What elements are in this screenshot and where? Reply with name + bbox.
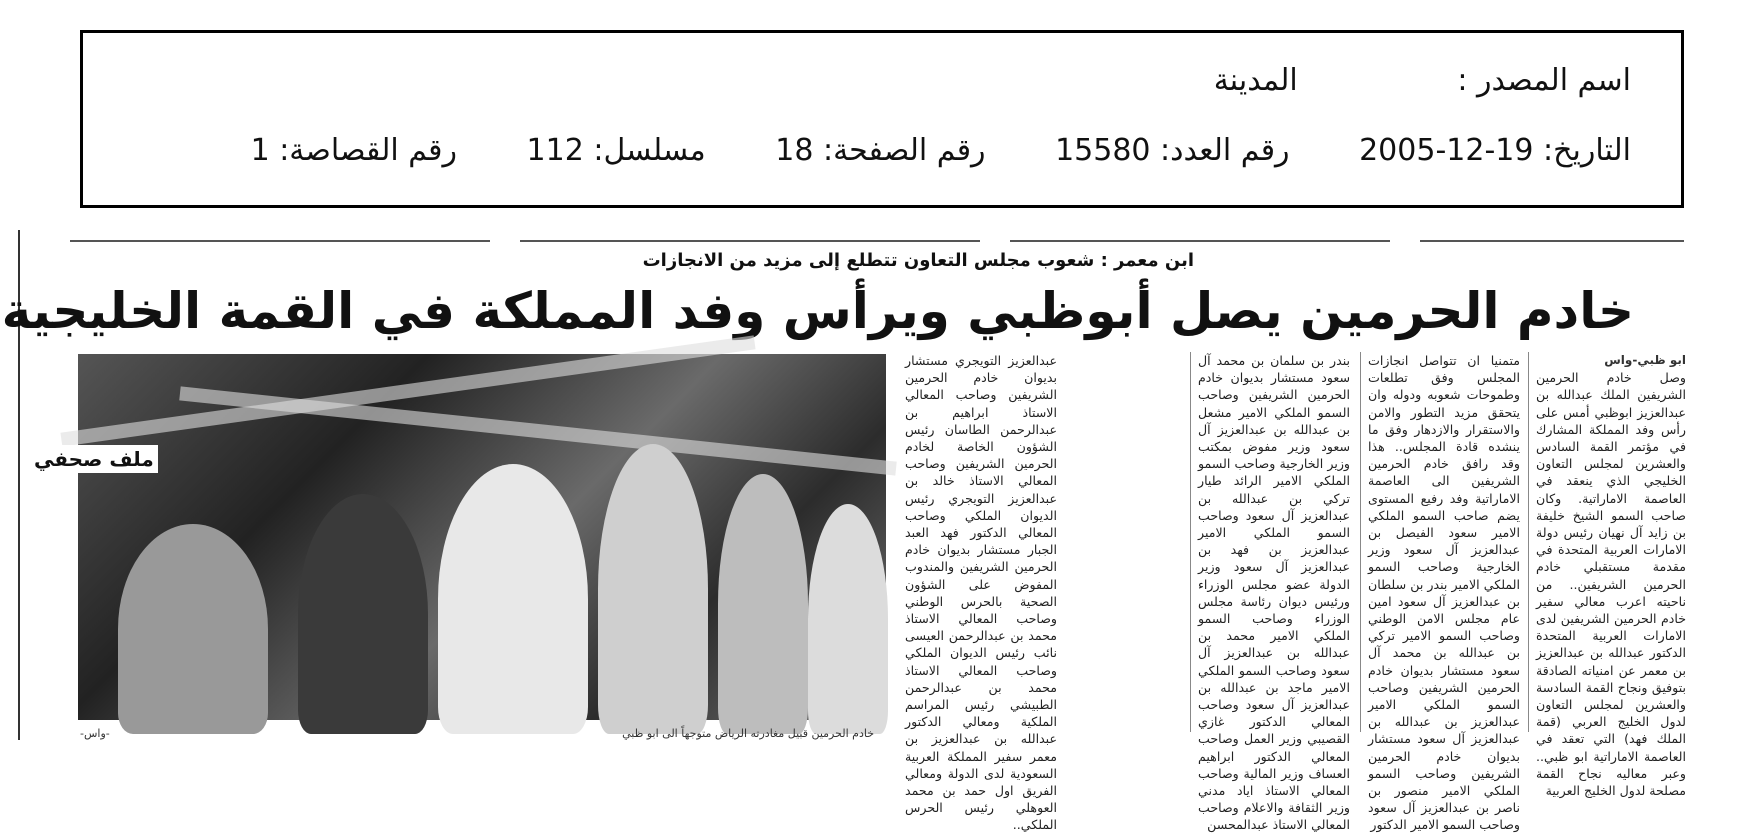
photo-shape xyxy=(179,386,897,475)
article-column-1 xyxy=(1536,352,1686,799)
article-headline: خادم الحرمين يصل أبوظبي ويرأس وفد المملكة في القمة الخليجية xyxy=(1,282,1634,340)
serial-field: مسلسل: 112 xyxy=(526,133,706,168)
column-text: متمنيا ان تتواصل انجازات المجلس وفق تطلعات وطموحات شعوبه ودوله وان يتحقق مزيد التطور والامن والاستقرار والازدهار وفق ما ينشده قادة المجلس.. هذا وقد رافق خادم الحرمين الشريفين الى العاصمة الاماراتية وفد رفيع المستوى يضم صاحب السمو الملكي الامير سعود الفيصل بن عبدالعزيز آل سعود وزير الخارجية وصاحب السمو الملكي الامير بندر بن سلطان بن عبدالعزيز آل سعود امين عام مجلس الامن الوطني وصاحب السمو الامير تركي بن عبدالله بن محمد آل سعود مستشار بديوان خادم الحرمين الشريفين وصاحب السمو الملكي الامير عبدالعزيز بن عبدالله بن عبدالعزيز آل سعود مستشار بديوان خادم الحرمين الشريفين وصاحب السمو الملكي الامير منصور بن ناصر بن عبدالعزيز آل سعود وصاحب السمو الامير الدكتور xyxy=(1368,353,1520,833)
photo-shape xyxy=(60,335,755,446)
clip-field: رقم القصاصة: 1 xyxy=(250,133,457,168)
page-field: رقم الصفحة: 18 xyxy=(775,133,986,168)
article-column-2 xyxy=(1368,352,1520,833)
photo-shape xyxy=(118,524,268,734)
photo-shape xyxy=(298,494,428,734)
date-field: التاريخ: 19-12-2005 xyxy=(1359,133,1631,168)
photo-caption: خادم الحرمين قبيل مغادرته الرياض متوجهاً الى ابو ظبي xyxy=(622,727,874,740)
article-column-3 xyxy=(1198,352,1350,833)
press-file-label: ملف صحفي xyxy=(30,445,158,473)
source-value: المدينة xyxy=(1213,63,1298,98)
column-divider xyxy=(1528,352,1529,732)
column-divider xyxy=(1360,352,1361,732)
photo-shape xyxy=(718,474,808,734)
article-photo xyxy=(78,354,886,720)
clipping-metadata-box xyxy=(80,30,1684,208)
column-text: بندر بن سلمان بن محمد آل سعود مستشار بديوان خادم الحرمين الشريفين وصاحب السمو الملكي الامير مشعل بن عبدالله بن عبدالعزيز آل سعود وزير مفوض بمكتب وزير الخارجية وصاحب السمو الملكي الامير الرائد طيار تركي بن عبدالله بن عبدالعزيز آل سعود وصاحب السمو الملكي الامير عبدالعزيز بن فهد بن عبدالعزيز آل سعود وزير الدولة عضو مجلس الوزراء ورئيس ديوان رئاسة مجلس الوزراء وصاحب السمو الملكي الامير محمد بن عبدالله بن عبدالعزيز آل سعود وصاحب السمو الملكي الامير ماجد بن عبدالله بن عبدالعزيز آل سعود وصاحب المعالي الدكتور غازي القصيبي وزير العمل وصاحب المعالي الدكتور ابراهيم العساف وزير المالية وصاحب المعالي الاستاذ اياد مدني وزير الثقافة والاعلام وصاحب المعالي الاستاذ عبدالمحسن xyxy=(1198,353,1350,833)
column-divider xyxy=(1190,352,1191,732)
details-row xyxy=(123,133,1631,168)
column-text: عبدالعزيز التويجري مستشار بديوان خادم الحرمين الشريفين وصاحب المعالي الاستاذ ابراهيم بن عبدالرحمن الطاسان رئيس الشؤون الخاصة لخادم الحرمين الشريفين وصاحب المعالي الاستاذ خالد بن عبدالعزيز التويجري رئيس الديوان الملكي وصاحب المعالي الدكتور فهد العبد الجبار مستشار بديوان خادم الحرمين الشريفين والمندوب المفوض على الشؤون الصحية بالحرس الوطني وصاحب المعالي الاستاذ محمد بن عبدالرحمن العيسى نائب رئيس الديوان الملكي وصاحب المعالي الاستاذ محمد بن عبدالرحمن الطبيشي رئيس المراسم الملكية ومعالي الدكتور عبدالله بن عبدالعزيز بن معمر سفير المملكة العربية السعودية لدى الدولة ومعالي الفريق اول حمد بن محمد العوهلي رئيس الحرس الملكي.. xyxy=(905,353,1057,833)
source-label: اسم المصدر : xyxy=(1457,63,1631,98)
photo-shape xyxy=(438,464,588,734)
issue-field: رقم العدد: 15580 xyxy=(1055,133,1290,168)
top-rule xyxy=(1010,240,1390,242)
article-dateline: ابو ظبي-واس xyxy=(1604,353,1686,367)
top-rule xyxy=(1420,240,1684,242)
photo-shape xyxy=(598,444,708,734)
top-rule xyxy=(520,240,980,242)
source-row xyxy=(123,63,1631,98)
article-kicker: ابن معمر : شعوب مجلس التعاون تتطلع إلى مزيد من الانجازات xyxy=(642,250,1194,271)
article-column-4 xyxy=(905,352,1057,833)
top-rule xyxy=(70,240,490,242)
photo-credit: -واس- xyxy=(80,727,110,740)
photo-shape xyxy=(808,504,888,734)
column-text: وصل خادم الحرمين الشريفين الملك عبدالله بن عبدالعزيز ابوظبي أمس على رأس وفد المملكة المشارك في مؤتمر القمة السادس والعشرين لمجلس التعاون الخليجي الذي ينعقد في العاصمة الاماراتية. وكان صاحب السمو الشيخ خليفة بن زايد آل نهيان رئيس دولة الامارات العربية المتحدة في مقدمة مستقبلي خادم الحرمين الشريفين.. من ناحيته اعرب معالي سفير خادم الحرمين الشريفين لدى الامارات العربية المتحدة الدكتور عبدالله بن عبدالعزيز بن معمر عن امنياته الصادقة بتوفيق ونجاح القمة السادسة والعشرين لمجلس التعاون لدول الخليج العربي (قمة الملك فهد) التي تعقد في العاصمة الاماراتية ابو ظبي.. وعبر معاليه نجاح القمة مصلحة لدول الخليج العربية xyxy=(1536,370,1686,799)
